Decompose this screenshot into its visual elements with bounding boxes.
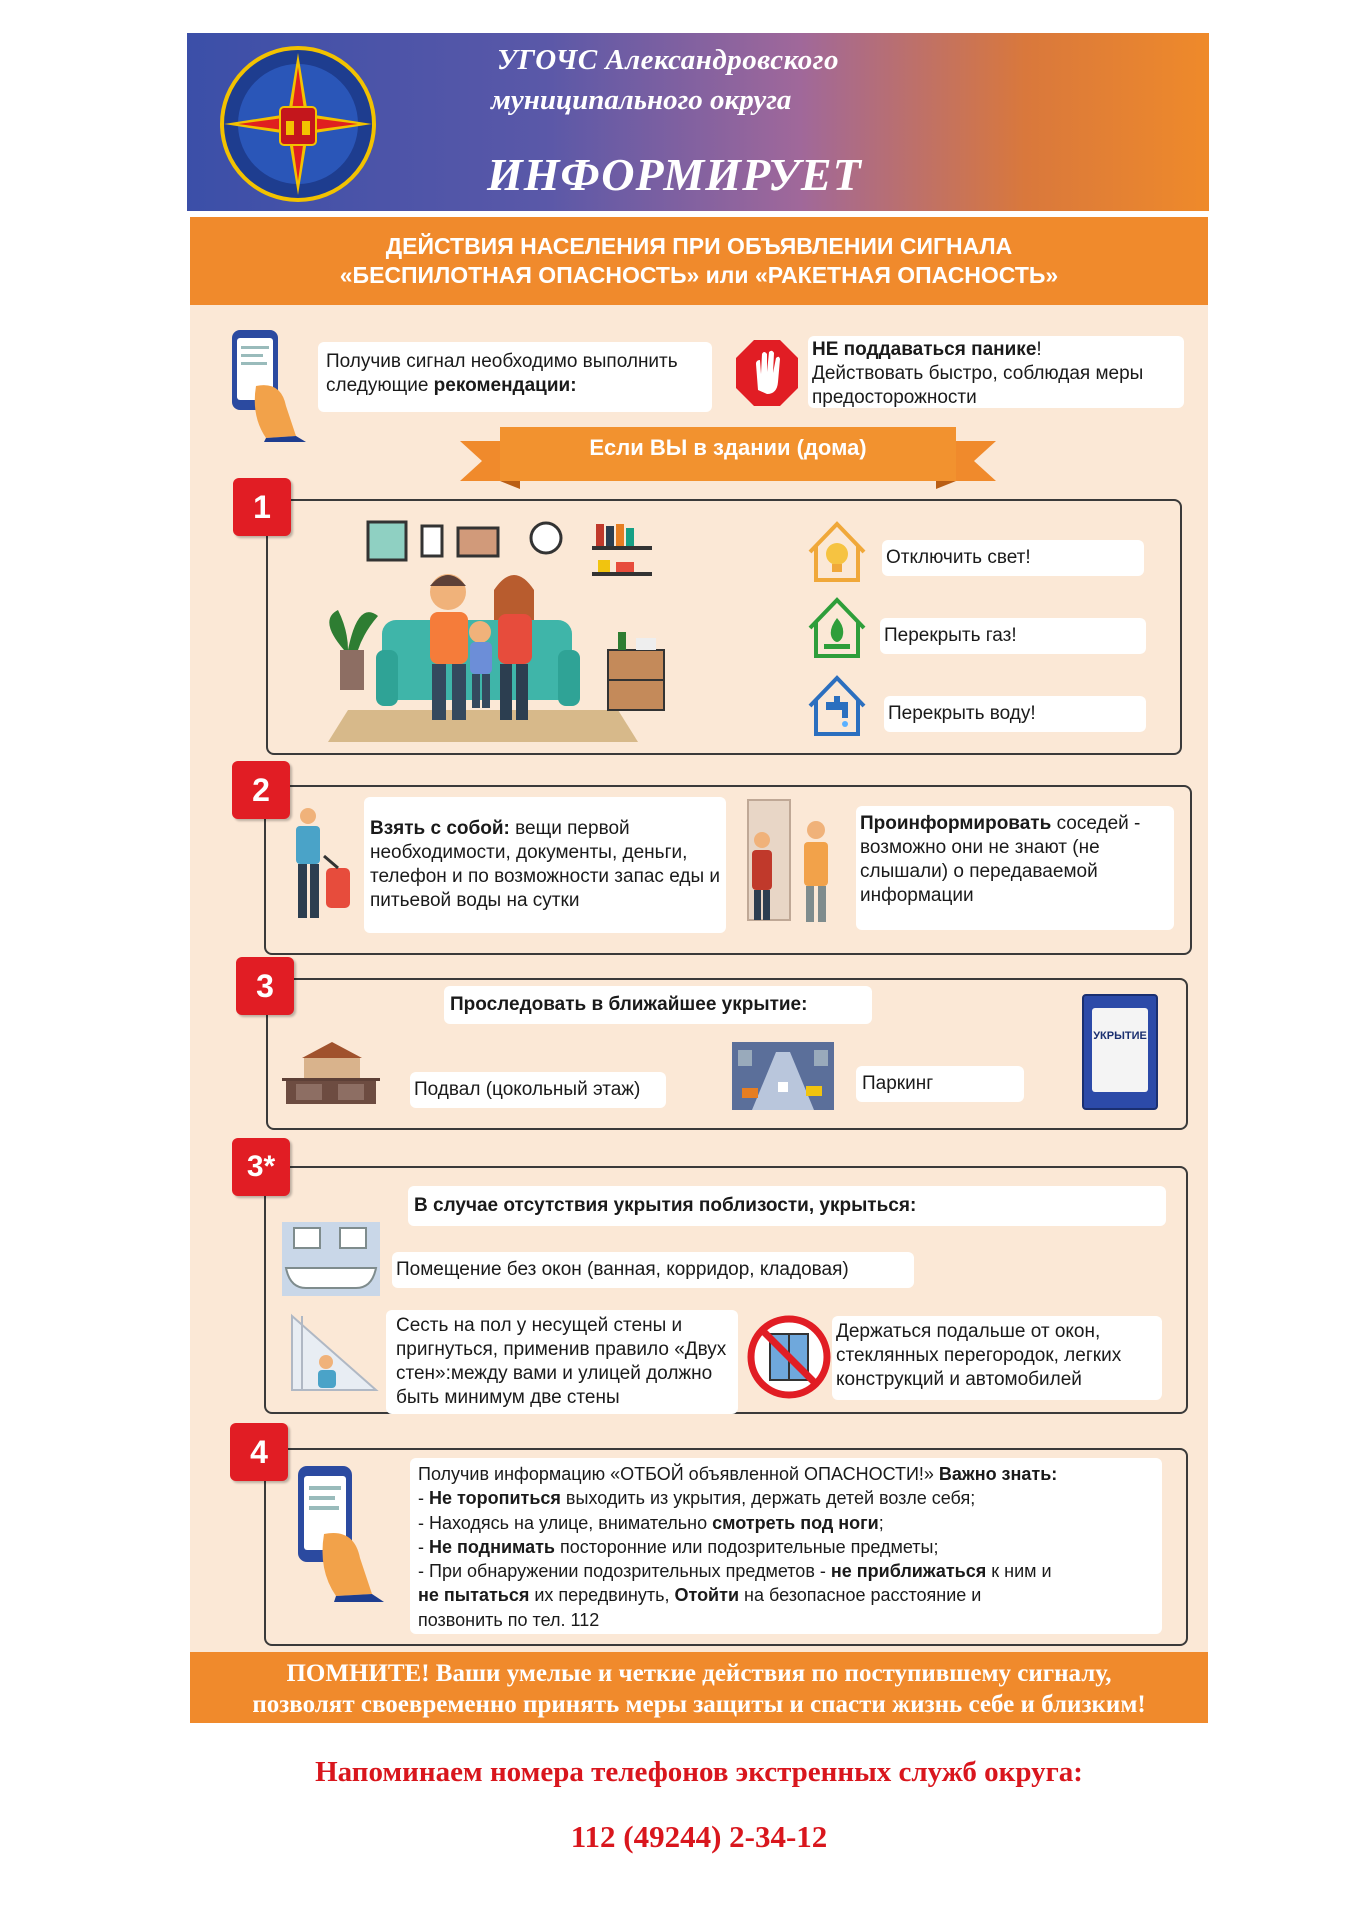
- parking-illustration: [732, 1042, 834, 1110]
- header-org-line2: муниципального округа: [491, 84, 792, 116]
- take-with-you-text: вещи первой необходимости, документы, деньги, телефон и по возможности запас еды и питьевой воды на сутки: [370, 818, 720, 911]
- civil-defense-emblem-icon: [212, 45, 384, 203]
- emergency-phone-numbers: 112 (49244) 2-34-12: [570, 1819, 828, 1854]
- poster-title-line1: ДЕЙСТВИЯ НАСЕЛЕНИЯ ПРИ ОБЪЯВЛЕНИИ СИГНАЛА: [385, 233, 1013, 259]
- basement-label: Подвал (цокольный этаж): [410, 1072, 666, 1108]
- house-gas-icon: [804, 594, 870, 662]
- no-panic-mark: !: [1036, 339, 1042, 360]
- header-org-line1: УГОЧС Александровского: [497, 44, 839, 76]
- inform-neighbors-text: соседей - возможно они не знают (не слышали) о передаваемой информации: [860, 813, 1141, 906]
- section-4-badge: 4: [230, 1423, 288, 1481]
- house-light-bulb-icon: [804, 518, 870, 586]
- title-band: [190, 217, 1208, 305]
- family-on-sofa-illustration: [318, 520, 678, 748]
- take-with-you-bold: Взять с собой:: [370, 818, 510, 839]
- all-clear-intro: Получив информацию «ОТБОЙ объявленной ОПАСНОСТИ!» Важно знать:: [418, 1464, 1058, 1484]
- section-1-badge: 1: [233, 478, 291, 536]
- stop-hand-icon: [734, 338, 800, 408]
- phone-in-hand-icon: [226, 326, 318, 442]
- header-informs: ИНФОРМИРУЕТ: [487, 149, 862, 200]
- all-clear-item-4-end: позвонить по тел. 112: [418, 1609, 600, 1630]
- house-water-tap-icon: [804, 672, 870, 740]
- remember-line1: ПОМНИТЕ! Ваши умелые и четкие действия по поступившему сигналу,: [286, 1660, 1112, 1687]
- no-windows-prohibition-icon: [746, 1314, 832, 1400]
- phone-in-hand-icon-2: [290, 1462, 394, 1602]
- poster-title-line2: «БЕСПИЛОТНАЯ ОПАСНОСТЬ» или «РАКЕТНАЯ ОПАСНОСТЬ»: [339, 262, 1059, 288]
- all-clear-item-2: - Находясь на улице, внимательно смотреть под ноги;: [418, 1512, 884, 1533]
- all-clear-item-1: - Не торопиться выходить из укрытия, держать детей возле себя;: [418, 1488, 976, 1509]
- remember-line2: позволят своевременно принять меры защиты и спасти жизнь себе и близким!: [252, 1691, 1146, 1718]
- intro-recommendations-text: Получив сигнал необходимо выполнить следующие: [326, 351, 678, 396]
- turn-off-light-label: Отключить свет!: [882, 540, 1144, 576]
- two-walls-rule-box: Сесть на пол у несущей стены и пригнуться, применив правило «Двух стен»:между вами и улицей должно быть минимум две стены: [386, 1310, 738, 1414]
- all-clear-item-4: - При обнаружении подозрительных предметов - не приближаться к ним и: [418, 1561, 1052, 1582]
- windowless-room-label: Помещение без окон (ванная, корридор, кладовая): [392, 1252, 914, 1288]
- shut-off-gas-label: Перекрыть газ!: [880, 618, 1146, 654]
- stay-away-windows-box: Держаться подальше от окон, стеклянных перегородок, легких конструкций и автомобилей: [832, 1316, 1162, 1400]
- ribbon-label: Если ВЫ в здании (дома): [589, 435, 867, 460]
- emergency-numbers-reminder: Напоминаем номера телефонов экстренных служб округа:: [315, 1756, 1083, 1788]
- no-panic-box: [808, 336, 1184, 408]
- all-clear-info-box: [410, 1458, 1162, 1634]
- section-3-alt-badge: 3*: [232, 1138, 290, 1196]
- shelter-sign: [1082, 994, 1158, 1110]
- shelter-heading: Проследовать в ближайшее укрытие:: [444, 986, 872, 1024]
- section-2-badge: 2: [232, 761, 290, 819]
- inform-neighbors-box: [856, 806, 1174, 930]
- inform-neighbors-bold: Проинформировать: [860, 813, 1052, 834]
- section-3-badge: 3: [236, 957, 294, 1015]
- all-clear-item-3: - Не поднимать посторонние или подозрительные предметы;: [418, 1536, 939, 1557]
- intro-recommendations-bold: рекомендации:: [433, 375, 577, 396]
- traveler-with-suitcase-illustration: [284, 806, 356, 924]
- all-clear-item-4-cont: не пытаться их передвинуть, Отойти на безопасное расстояние и: [418, 1585, 982, 1606]
- parking-label: Паркинг: [856, 1066, 1024, 1102]
- take-with-you-box: [364, 797, 726, 933]
- shut-off-water-label: Перекрыть воду!: [884, 696, 1146, 732]
- two-walls-illustration: [282, 1310, 382, 1396]
- no-shelter-heading: В случае отсутствия укрытия поблизости, укрыться:: [408, 1186, 1166, 1226]
- intro-recommendations-box: [318, 342, 712, 412]
- bathroom-illustration: [282, 1222, 380, 1296]
- no-panic-text: Действовать быстро, соблюдая меры предосторожности: [812, 363, 1144, 408]
- neighbors-at-door-illustration: [732, 796, 848, 926]
- basement-house-illustration: [282, 1040, 380, 1106]
- shelter-sign-label: УКРЫТИЕ: [1093, 1030, 1147, 1042]
- no-panic-bold: НЕ поддаваться панике: [812, 339, 1037, 360]
